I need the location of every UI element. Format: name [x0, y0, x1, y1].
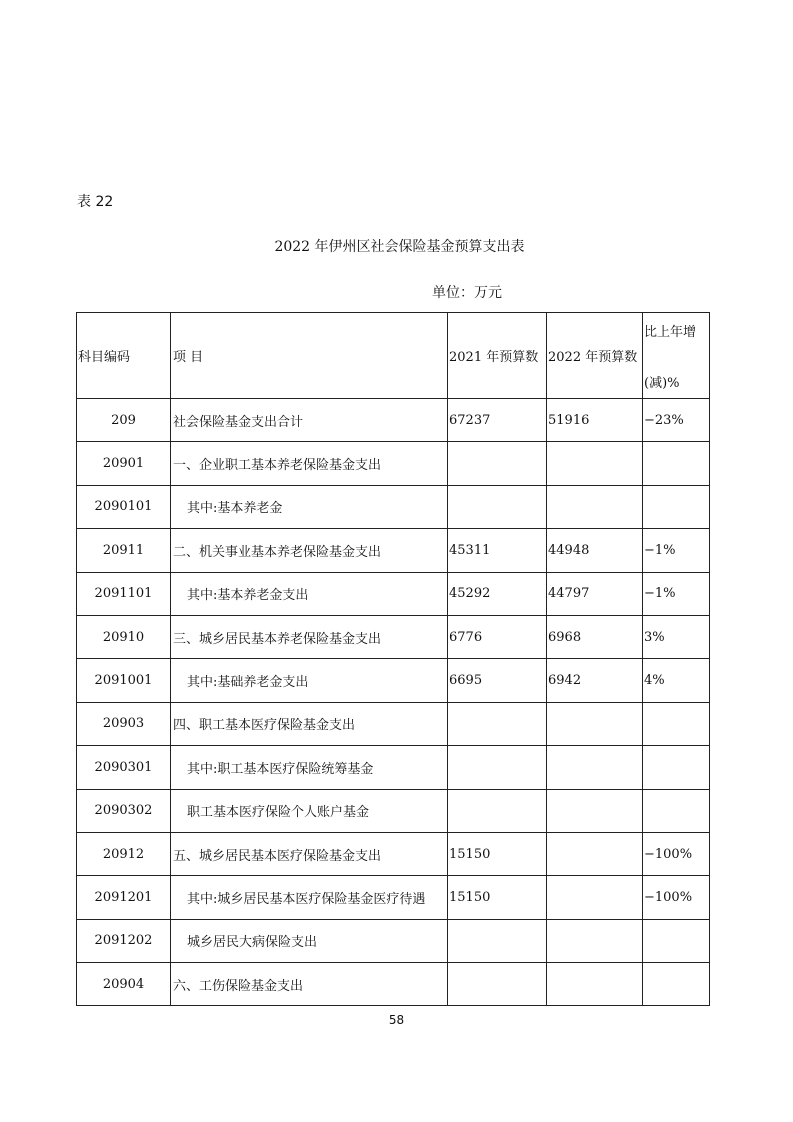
row-name: 五、城乡居民基本医疗保险基金支出 [171, 832, 448, 875]
unit-label: 单位：万元 [432, 285, 502, 301]
row-2021 [448, 963, 547, 1006]
table-row [77, 442, 710, 485]
row-2022 [547, 832, 643, 875]
row-code: 2091202 [77, 919, 171, 962]
row-code: 20903 [77, 702, 171, 745]
table-row [77, 746, 710, 789]
row-code: 20911 [77, 529, 171, 572]
table-header-row [77, 313, 710, 399]
row-2022 [547, 746, 643, 789]
row-2021 [448, 442, 547, 485]
row-2021: 6695 [448, 659, 547, 702]
row-2021 [448, 746, 547, 789]
row-2021: 67237 [448, 399, 547, 442]
row-code: 2090301 [77, 746, 171, 789]
row-name [171, 919, 448, 962]
row-code: 20910 [77, 615, 171, 658]
row-change [643, 442, 710, 485]
row-2022 [547, 702, 643, 745]
row-change: 3% [643, 615, 710, 658]
row-2022: 51916 [547, 399, 643, 442]
row-2021 [448, 702, 547, 745]
row-code: 20901 [77, 442, 171, 485]
row-change: −23% [643, 399, 710, 442]
row-name: 六、工伤保险基金支出 [171, 963, 448, 1006]
row-change [643, 485, 710, 528]
row-2022 [547, 876, 643, 919]
row-code: 2091201 [77, 876, 171, 919]
header-change [643, 313, 710, 399]
row-name: 四、职工基本医疗保险基金支出 [171, 702, 448, 745]
row-name-text: 其中:基本养老金 [187, 501, 283, 517]
table-row [77, 529, 710, 572]
row-change: −1% [643, 529, 710, 572]
table-row [77, 485, 710, 528]
row-change: 4% [643, 659, 710, 702]
row-2021: 6776 [448, 615, 547, 658]
row-name-text: 其中:基本养老金支出 [187, 588, 309, 604]
row-2022: 6942 [547, 659, 643, 702]
row-change [643, 746, 710, 789]
row-code: 20904 [77, 963, 171, 1006]
row-code: 2091001 [77, 659, 171, 702]
row-2021: 15150 [448, 876, 547, 919]
table-row [77, 919, 710, 962]
budget-table [76, 312, 710, 1006]
row-code: 209 [77, 399, 171, 442]
row-name [171, 659, 448, 702]
row-2022 [547, 919, 643, 962]
row-name: 一、企业职工基本养老保险基金支出 [171, 442, 448, 485]
page-number: 58 [388, 1013, 405, 1027]
document-title: 2022 年伊州区社会保险基金预算支出表 [274, 239, 525, 255]
header-code: 科目编码 [77, 313, 171, 399]
row-name [171, 485, 448, 528]
row-change [643, 919, 710, 962]
row-name [171, 572, 448, 615]
row-code: 20912 [77, 832, 171, 875]
row-name-text: 城乡居民大病保险支出 [187, 935, 318, 951]
row-2022: 44948 [547, 529, 643, 572]
row-change [643, 702, 710, 745]
row-2021 [448, 789, 547, 832]
header-change-top: 比上年增 [644, 324, 697, 340]
row-change [643, 963, 710, 1006]
row-2021 [448, 485, 547, 528]
table-row [77, 876, 710, 919]
row-2022 [547, 789, 643, 832]
row-name-text: 其中:城乡居民基本医疗保险基金医疗待遇 [187, 891, 426, 907]
table-row [77, 789, 710, 832]
table-row [77, 702, 710, 745]
row-change: −1% [643, 572, 710, 615]
table-row [77, 659, 710, 702]
row-name [171, 789, 448, 832]
row-2021: 45311 [448, 529, 547, 572]
header-name: 项 目 [171, 313, 448, 399]
row-name: 二、机关事业基本养老保险基金支出 [171, 529, 448, 572]
row-change [643, 789, 710, 832]
row-name [171, 746, 448, 789]
row-name-text: 其中:职工基本医疗保险统筹基金 [187, 761, 374, 777]
table-row [77, 615, 710, 658]
row-code: 2091101 [77, 572, 171, 615]
table-row [77, 963, 710, 1006]
row-code: 2090101 [77, 485, 171, 528]
row-2021: 45292 [448, 572, 547, 615]
row-name-text: 职工基本医疗保险个人账户基金 [187, 805, 370, 821]
row-name: 社会保险基金支出合计 [171, 399, 448, 442]
row-code: 2090302 [77, 789, 171, 832]
header-change-bottom: (减)% [644, 375, 680, 391]
row-change: −100% [643, 876, 710, 919]
row-2022 [547, 963, 643, 1006]
row-2021: 15150 [448, 832, 547, 875]
table-row [77, 572, 710, 615]
row-2022: 44797 [547, 572, 643, 615]
table-row [77, 832, 710, 875]
row-change: −100% [643, 832, 710, 875]
header-2021: 2021 年预算数 [448, 313, 547, 399]
row-2022 [547, 485, 643, 528]
row-2022 [547, 442, 643, 485]
row-2021 [448, 919, 547, 962]
table-number-label: 表 22 [77, 194, 114, 210]
header-2022: 2022 年预算数 [547, 313, 643, 399]
row-2022: 6968 [547, 615, 643, 658]
table-row [77, 399, 710, 442]
row-name: 三、城乡居民基本养老保险基金支出 [171, 615, 448, 658]
row-name [171, 876, 448, 919]
row-name-text: 其中:基础养老金支出 [187, 675, 309, 691]
